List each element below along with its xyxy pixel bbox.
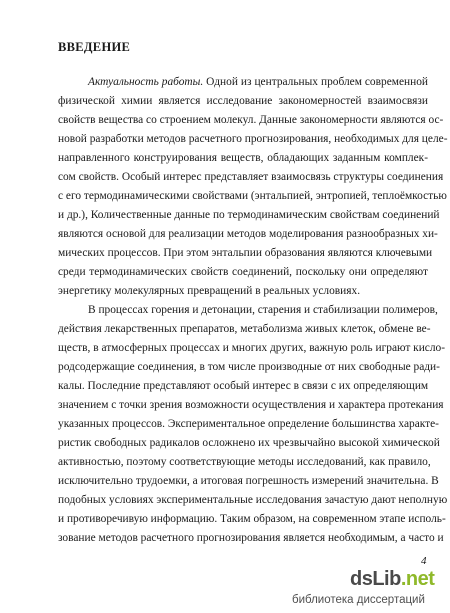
logo-text [350, 568, 434, 591]
paragraph-line: сом свойств. Особый интерес представляет взаимосвязь структуры соединения [58, 171, 444, 183]
paragraph-line: В процессах горения и детонации, старения и стабилизации полимеров, [88, 304, 438, 316]
paragraph-line: подобных условиях экспериментальные исследования зачастую дают неполную [58, 494, 448, 506]
paragraph-line: среди термодинамических свойств соединений, поскольку они определяют [58, 266, 428, 278]
line-text: Одной из центральных проблем современной [203, 76, 429, 88]
logo-accent: .net [400, 568, 435, 590]
paragraph-line: зование методов расчетного прогнозирования является необходимым, а часто и [58, 532, 444, 544]
logo-main: dsLib [350, 568, 401, 590]
paragraph-line: родсодержащие соединения, в том числе производные от них свободные ради- [58, 361, 440, 373]
paragraph-line: исключительно трудоемки, а итоговая погрешность измерений значительна. В [58, 475, 439, 487]
paragraph-line: калы. Последние представляют особый интерес в связи с их определяющим [58, 380, 429, 392]
section-heading: ВВЕДЕНИЕ [58, 40, 131, 54]
paragraph-line: и др.), Количественные данные по термодинамическим свойствам соединений [58, 209, 440, 221]
paragraph-line: ществ, в атмосферных процессах и многих других, важную роль играют кисло- [58, 342, 446, 354]
paragraph-line: мических процессов. При этом энтальпии образования являются ключевыми [58, 247, 433, 259]
paragraph-line: новой разработки методов расчетного прогнозирования, необходимых для целе- [58, 133, 448, 145]
paragraph-line: действия лекарственных препаратов, метаболизма живых клеток, обмене ве- [58, 323, 431, 335]
paragraph-line: с его термодинамическими свойствами (энтальпией, энтропией, теплоёмкостью [58, 190, 447, 202]
watermark-logo[interactable] [288, 566, 448, 612]
watermark-subtitle: библиотека диссертаций [292, 594, 425, 606]
paragraph-line: ристик свободных радикалов осложнено их чрезвычайно высокой химической [58, 437, 440, 449]
paragraph-line [88, 75, 428, 90]
paragraph-line: являются основой для реализации методов моделирования разнообразных хи- [58, 228, 438, 240]
paragraph-line: значением с точки зрения возможности осуществления и характера протекания [58, 399, 444, 411]
paragraph-line: активностью, поэтому соответствующие методы исследований, как правило, [58, 456, 431, 468]
emphasis-term: Актуальность работы. [88, 76, 204, 88]
paragraph-line: свойств вещества со строением молекул. Данные закономерности являются ос- [58, 114, 444, 126]
paragraph-line: направленного конструирования веществ, обладающих заданным комплек- [58, 152, 428, 164]
paragraph-line: физической химии является исследование закономерностей взаимосвязи [58, 95, 428, 107]
paragraph-line: энергетику молекулярных превращений в реальных условиях. [58, 285, 361, 297]
paragraph-line: указанных процессов. Экспериментальное определение большинства характе- [58, 418, 439, 430]
page-number: 4 [421, 555, 427, 567]
paragraph-line: и противоречивую информацию. Таким образом, на современном этапе исполь- [58, 513, 446, 525]
